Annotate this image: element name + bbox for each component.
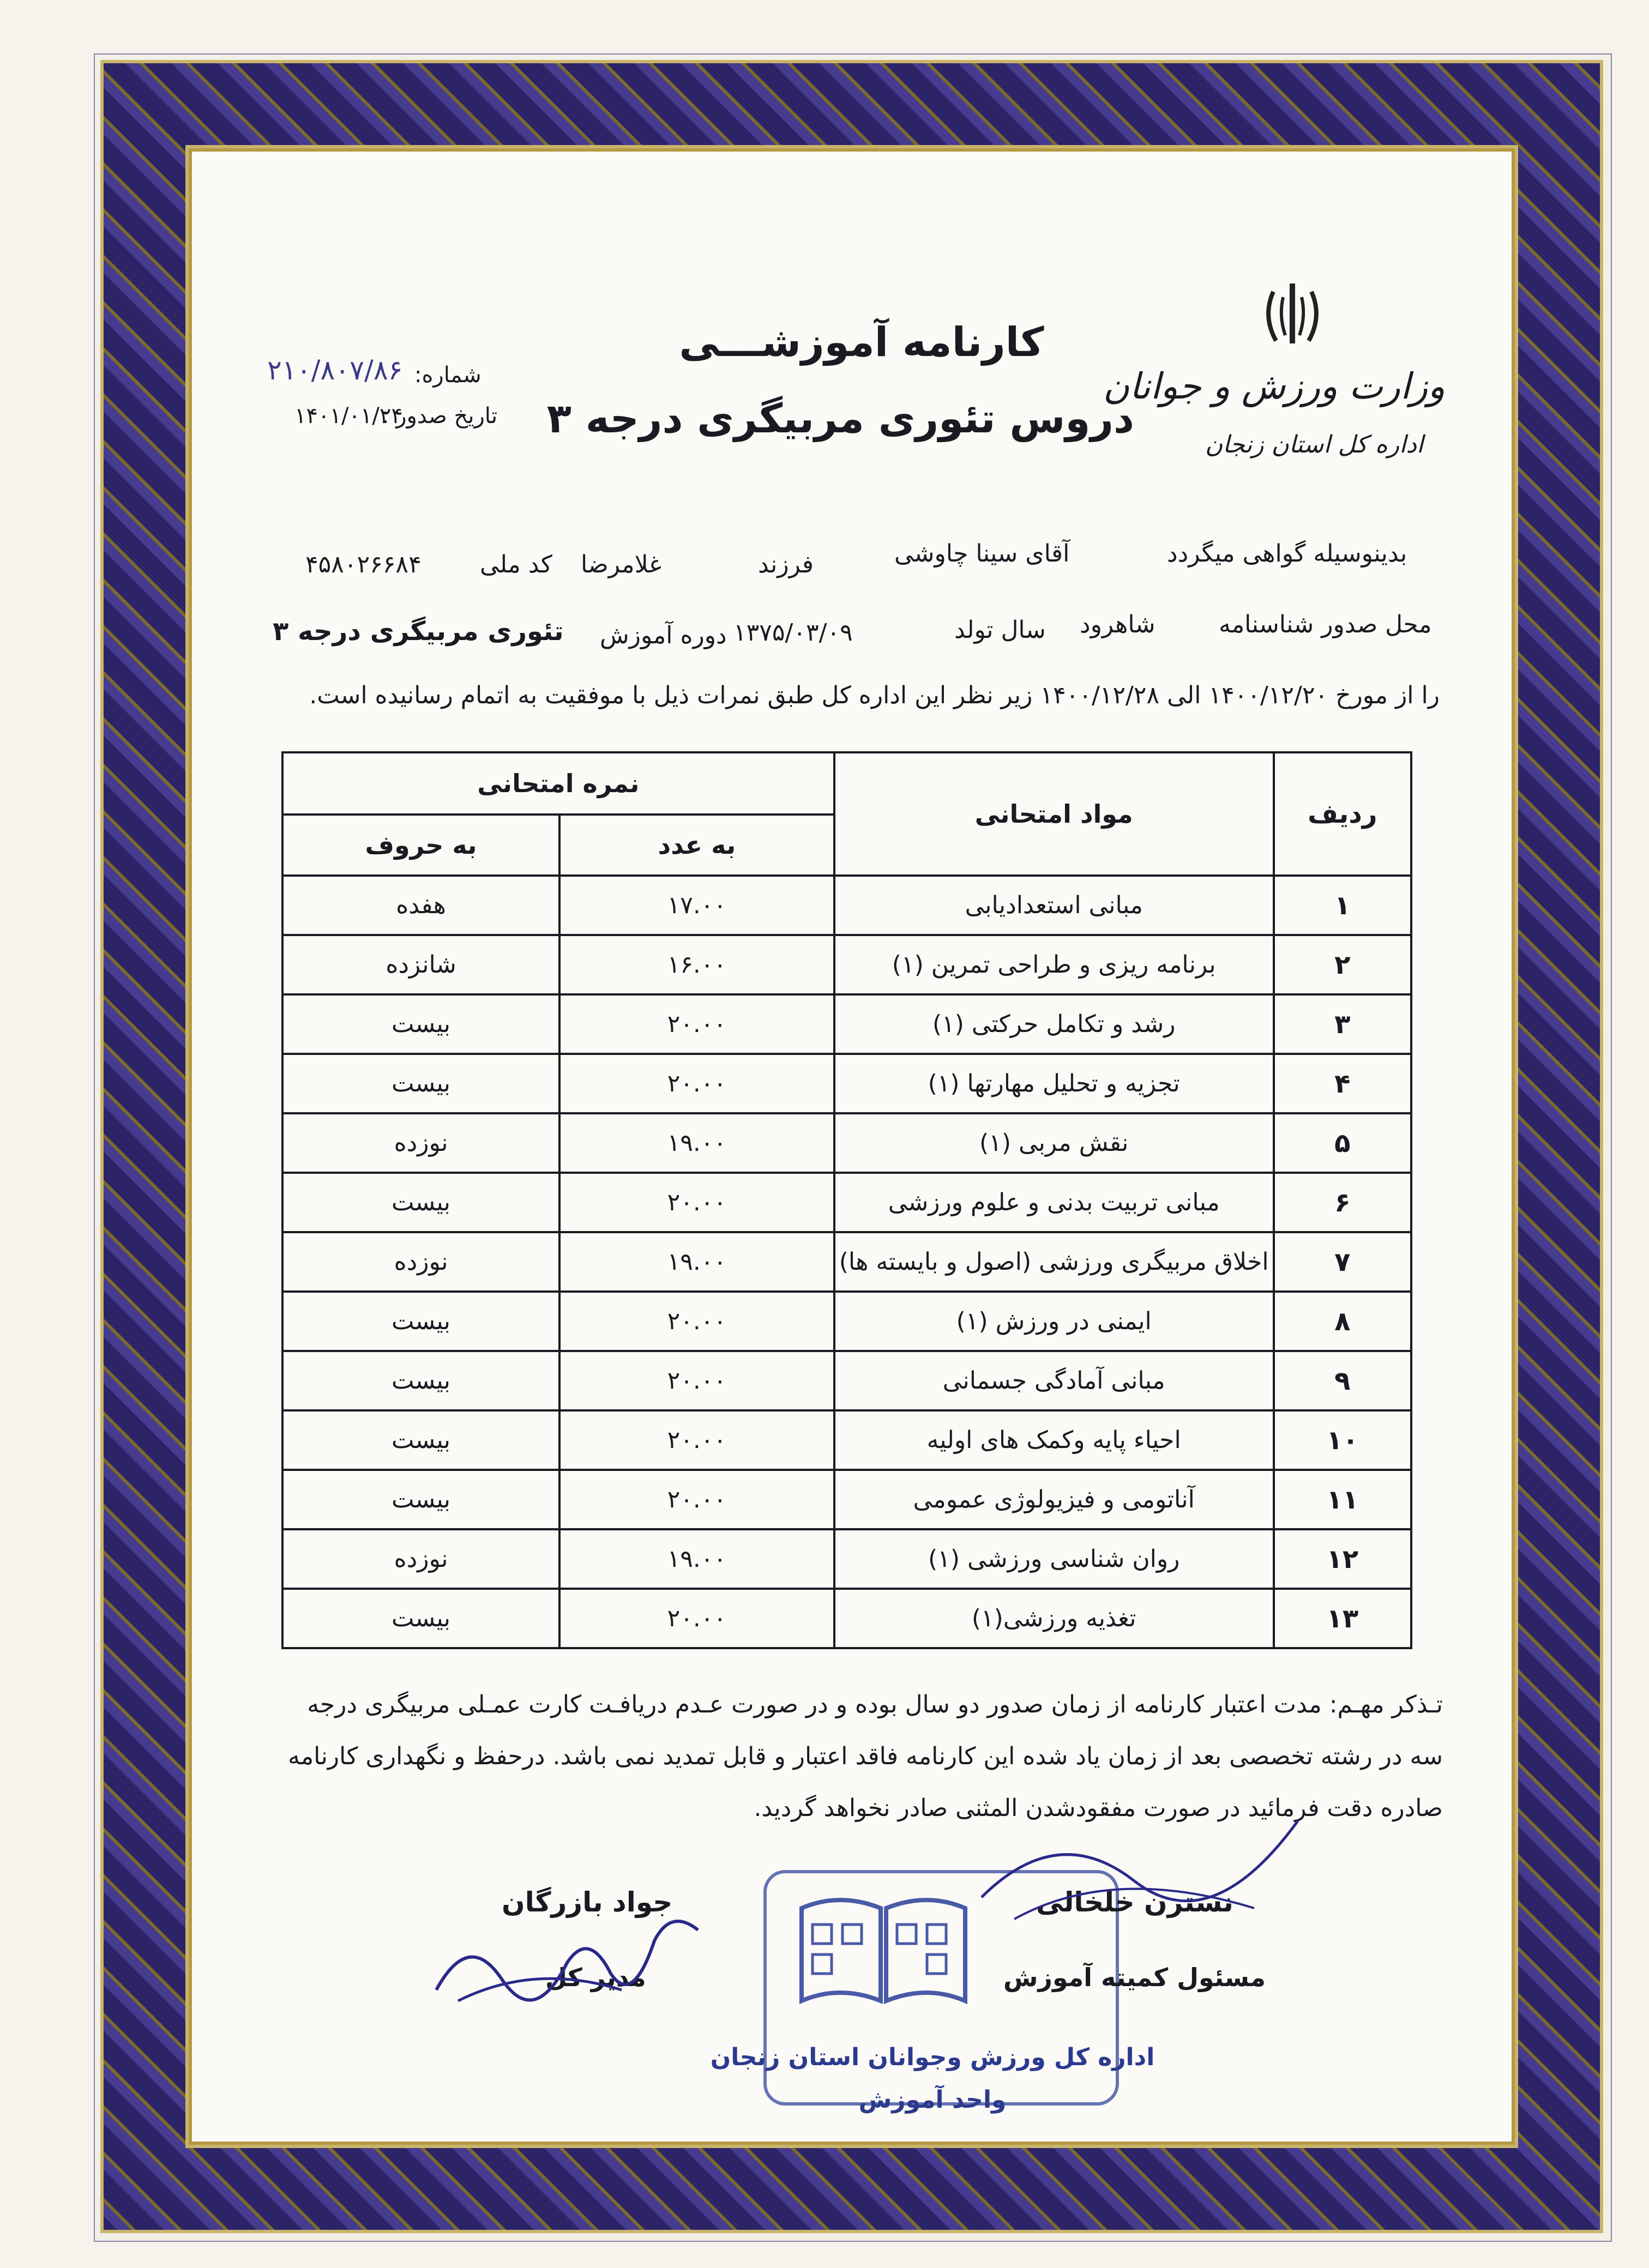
score-word-cell: شانزده bbox=[282, 935, 559, 994]
subject-cell: برنامه ریزی و طراحی تمرین (۱) bbox=[834, 935, 1274, 994]
score-word-cell: بیست bbox=[282, 1410, 559, 1470]
number-label: شماره: bbox=[414, 363, 482, 388]
row-number: ۹ bbox=[1274, 1351, 1411, 1410]
row-number: ۸ bbox=[1274, 1292, 1411, 1351]
iran-emblem-icon bbox=[1251, 275, 1333, 357]
national-id-label: کد ملی bbox=[480, 551, 552, 578]
table-row bbox=[282, 1410, 1411, 1470]
signer-left-title: مدیر کل bbox=[545, 1963, 646, 1992]
table-row bbox=[282, 1529, 1411, 1589]
signer-right-name: نسترن خلخالی bbox=[1036, 1886, 1233, 1918]
table-row bbox=[282, 1292, 1411, 1351]
table-row bbox=[282, 1054, 1411, 1113]
table-row bbox=[282, 1113, 1411, 1173]
score-word-cell: بیست bbox=[282, 1292, 559, 1351]
intro-text: بدینوسیله گواهی میگردد bbox=[1167, 540, 1407, 568]
score-word-cell: نوزده bbox=[282, 1232, 559, 1292]
course-value: تئوری مربیگری درجه ۳ bbox=[273, 616, 564, 647]
score-number-cell: ۱۹.۰۰ bbox=[559, 1529, 834, 1589]
row-number: ۷ bbox=[1274, 1232, 1411, 1292]
subject-cell: رشد و تکامل حرکتی (۱) bbox=[834, 994, 1274, 1054]
person-name: آقای سینا چاوشی bbox=[894, 540, 1070, 568]
subject-cell: ایمنی در ورزش (۱) bbox=[834, 1292, 1274, 1351]
note-line-3: صادره دقت فرمائید در صورت مفقودشدن المثنی صادر نخواهد گردید. bbox=[754, 1794, 1443, 1822]
child-label: فرزند bbox=[758, 551, 814, 578]
header-score-word: به حروف bbox=[282, 815, 559, 876]
score-number-cell: ۲۰.۰۰ bbox=[559, 1292, 834, 1351]
course-label: دوره آموزش bbox=[600, 622, 727, 649]
score-number-cell: ۲۰.۰۰ bbox=[559, 1351, 834, 1410]
father-name: غلامرضا bbox=[581, 551, 661, 578]
document-title: کارنامه آموزشـــی bbox=[679, 319, 1044, 366]
table-row bbox=[282, 1470, 1411, 1529]
subject-cell: تجزیه و تحلیل مهارتها (۱) bbox=[834, 1054, 1274, 1113]
subject-cell: روان شناسی ورزشی (۱) bbox=[834, 1529, 1274, 1589]
table-row bbox=[282, 935, 1411, 994]
signer-right-title: مسئول کمیته آموزش bbox=[1003, 1963, 1266, 1992]
subject-cell: احیاء پایه وکمک های اولیه bbox=[834, 1410, 1274, 1470]
score-number-cell: ۲۰.۰۰ bbox=[559, 994, 834, 1054]
birth-year-label: سال تولد bbox=[954, 616, 1046, 644]
ministry-name: وزارت ورزش و جوانان bbox=[1103, 365, 1445, 407]
national-id-value: ۴۵۸۰۲۶۶۸۴ bbox=[305, 551, 422, 578]
subject-cell: مبانی تربیت بدنی و علوم ورزشی bbox=[834, 1173, 1274, 1232]
score-word-cell: نوزده bbox=[282, 1113, 559, 1173]
document-subtitle: دروس تئوری مربیگری درجه ۳ bbox=[546, 395, 1134, 442]
row-number: ۱۰ bbox=[1274, 1410, 1411, 1470]
score-word-cell: بیست bbox=[282, 994, 559, 1054]
signer-left-name: جواد بازرگان bbox=[502, 1886, 673, 1918]
score-number-cell: ۲۰.۰۰ bbox=[559, 1173, 834, 1232]
score-number-cell: ۱۹.۰۰ bbox=[559, 1232, 834, 1292]
subject-cell: اخلاق مربیگری ورزشی (اصول و بایسته ها) bbox=[834, 1232, 1274, 1292]
header-subject: مواد امتحانی bbox=[834, 752, 1274, 876]
header-score: نمره امتحانی bbox=[282, 752, 834, 815]
score-number-cell: ۲۰.۰۰ bbox=[559, 1589, 834, 1648]
score-word-cell: هفده bbox=[282, 876, 559, 935]
table-row bbox=[282, 876, 1411, 935]
row-number: ۲ bbox=[1274, 935, 1411, 994]
score-number-cell: ۲۰.۰۰ bbox=[559, 1470, 834, 1529]
table-row bbox=[282, 1351, 1411, 1410]
table-row bbox=[282, 994, 1411, 1054]
period-text: را از مورخ ۱۴۰۰/۱۲/۲۰ الی ۱۴۰۰/۱۲/۲۸ زیر نظر این اداره کل طبق نمرات ذیل با موفقیت به اتمام رسانیده است. bbox=[309, 681, 1440, 709]
number-value: ۲۱۰/۸۰۷/۸۶ bbox=[267, 354, 403, 386]
note-line-1: تـذکر مهـم: مدت اعتبار کارنامه از زمان صدور دو سال بوده و در صورت عـدم دریافـت کارت عمـلی مربیگری درجه bbox=[307, 1691, 1443, 1718]
grades-table bbox=[281, 751, 1412, 1649]
note-line-2: سه در رشته تخصصی بعد از زمان یاد شده این کارنامه فاقد اعتبار و قابل تمدید نمی باشد. درحفظ و نگهداری کارنامه bbox=[288, 1742, 1443, 1770]
stamp-text bbox=[671, 2036, 1194, 2121]
subject-cell: تغذیه ورزشی(۱) bbox=[834, 1589, 1274, 1648]
subject-cell: نقش مربی (۱) bbox=[834, 1113, 1274, 1173]
book-stamp-icon bbox=[791, 1886, 976, 2012]
score-number-cell: ۲۰.۰۰ bbox=[559, 1054, 834, 1113]
issue-date-label: تاریخ صدور : bbox=[382, 403, 498, 429]
subject-cell: آناتومی و فیزیولوژی عمومی bbox=[834, 1470, 1274, 1529]
row-number: ۱ bbox=[1274, 876, 1411, 935]
birth-year-value: ۱۳۷۵/۰۳/۰۹ bbox=[733, 619, 853, 647]
score-word-cell: بیست bbox=[282, 1054, 559, 1113]
subject-cell: مبانی استعدادیابی bbox=[834, 876, 1274, 935]
row-number: ۱۲ bbox=[1274, 1529, 1411, 1589]
birth-place-label: محل صدور شناسنامه bbox=[1219, 611, 1432, 638]
row-number: ۱۱ bbox=[1274, 1470, 1411, 1529]
score-number-cell: ۱۶.۰۰ bbox=[559, 935, 834, 994]
score-number-cell: ۱۷.۰۰ bbox=[559, 876, 834, 935]
score-number-cell: ۱۹.۰۰ bbox=[559, 1113, 834, 1173]
score-word-cell: بیست bbox=[282, 1173, 559, 1232]
ministry-subdivision: اداره کل استان زنجان bbox=[1205, 431, 1424, 459]
row-number: ۱۳ bbox=[1274, 1589, 1411, 1648]
row-number: ۵ bbox=[1274, 1113, 1411, 1173]
row-number: ۶ bbox=[1274, 1173, 1411, 1232]
stamp-line-1: اداره کل ورزش وجوانان استان زنجان bbox=[710, 2043, 1155, 2071]
row-number: ۳ bbox=[1274, 994, 1411, 1054]
signature-right-icon bbox=[971, 1799, 1309, 1941]
score-word-cell: بیست bbox=[282, 1351, 559, 1410]
score-word-cell: بیست bbox=[282, 1470, 559, 1529]
header-row-number: ردیف bbox=[1274, 752, 1411, 876]
table-row bbox=[282, 1589, 1411, 1648]
subject-cell: مبانی آمادگی جسمانی bbox=[834, 1351, 1274, 1410]
table-row bbox=[282, 1232, 1411, 1292]
row-number: ۴ bbox=[1274, 1054, 1411, 1113]
header-score-number: به عدد bbox=[559, 815, 834, 876]
signature-left-icon bbox=[425, 1897, 709, 2017]
birth-place-value: شاهرود bbox=[1080, 611, 1155, 638]
table-row bbox=[282, 1173, 1411, 1232]
score-number-cell: ۲۰.۰۰ bbox=[559, 1410, 834, 1470]
stamp-line-2: واحد آموزش bbox=[858, 2086, 1007, 2114]
issue-date-value: ۱۴۰۱/۰۱/۲۴ bbox=[294, 403, 403, 429]
score-word-cell: بیست bbox=[282, 1589, 559, 1648]
score-word-cell: نوزده bbox=[282, 1529, 559, 1589]
